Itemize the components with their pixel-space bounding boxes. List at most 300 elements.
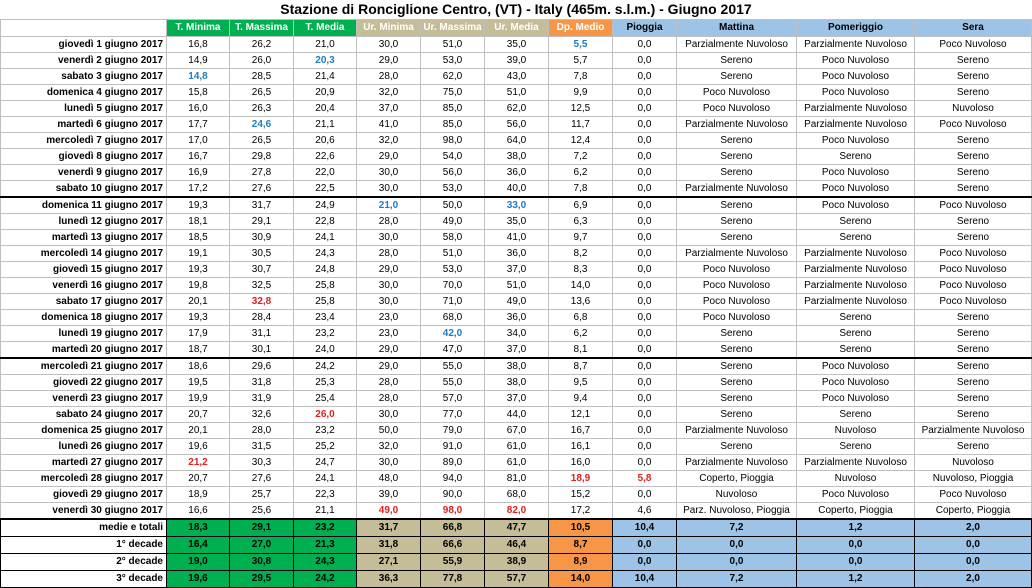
header-evening: Sera bbox=[915, 20, 1032, 37]
table-cell: 33,0 bbox=[485, 197, 549, 214]
summary-cell: 38,9 bbox=[485, 554, 549, 571]
table-cell: Sereno bbox=[915, 310, 1032, 326]
table-cell: Poco Nuvoloso bbox=[677, 294, 797, 310]
table-row bbox=[1, 37, 1032, 53]
summary-cell: 8,7 bbox=[549, 537, 613, 554]
table-cell: 28,0 bbox=[357, 375, 421, 391]
table-cell: Sereno bbox=[797, 326, 915, 342]
table-cell: 26,0 bbox=[294, 407, 357, 423]
table-cell: 37,0 bbox=[485, 342, 549, 359]
table-cell: 0,0 bbox=[613, 455, 677, 471]
header-dewpoint: Dp. Medio bbox=[549, 20, 613, 37]
table-row bbox=[1, 246, 1032, 262]
table-cell: Poco Nuvoloso bbox=[915, 246, 1032, 262]
table-cell: Poco Nuvoloso bbox=[797, 165, 915, 181]
table-cell: 32,0 bbox=[357, 439, 421, 455]
table-cell: Poco Nuvoloso bbox=[797, 181, 915, 198]
summary-cell: 66,8 bbox=[421, 519, 485, 537]
table-cell: 36,0 bbox=[485, 165, 549, 181]
table-cell: Poco Nuvoloso bbox=[797, 69, 915, 85]
table-cell: Parzialmente Nuvoloso bbox=[915, 423, 1032, 439]
row-date: venerdì 2 giugno 2017 bbox=[1, 53, 167, 69]
table-row bbox=[1, 85, 1032, 101]
table-row bbox=[1, 439, 1032, 455]
table-cell: 49,0 bbox=[357, 503, 421, 520]
table-cell: 22,0 bbox=[294, 165, 357, 181]
table-cell: 27,6 bbox=[230, 181, 294, 198]
table-cell: 0,0 bbox=[613, 310, 677, 326]
table-cell: 16,7 bbox=[549, 423, 613, 439]
table-cell: 24,8 bbox=[294, 262, 357, 278]
table-cell: 30,0 bbox=[357, 181, 421, 198]
table-cell: 29,0 bbox=[357, 53, 421, 69]
header-afternoon: Pomeriggio bbox=[797, 20, 915, 37]
table-cell: 7,8 bbox=[549, 181, 613, 198]
table-cell: 29,1 bbox=[230, 214, 294, 230]
table-cell: 6,2 bbox=[549, 326, 613, 342]
row-date: venerdì 9 giugno 2017 bbox=[1, 165, 167, 181]
table-cell: 81,0 bbox=[485, 471, 549, 487]
table-cell: 21,4 bbox=[294, 69, 357, 85]
table-row bbox=[1, 53, 1032, 69]
table-cell: 37,0 bbox=[357, 101, 421, 117]
table-cell: 21,0 bbox=[294, 37, 357, 53]
table-cell: 6,3 bbox=[549, 214, 613, 230]
table-cell: Sereno bbox=[915, 342, 1032, 359]
table-cell: Sereno bbox=[677, 407, 797, 423]
table-cell: 9,9 bbox=[549, 85, 613, 101]
table-cell: 32,5 bbox=[230, 278, 294, 294]
table-cell: 31,8 bbox=[230, 375, 294, 391]
table-row bbox=[1, 214, 1032, 230]
table-cell: 6,9 bbox=[549, 197, 613, 214]
table-cell: 32,6 bbox=[230, 407, 294, 423]
summary-cell: 47,7 bbox=[485, 519, 549, 537]
table-cell: 37,0 bbox=[485, 391, 549, 407]
header-hmin: Ur. Minima bbox=[357, 20, 421, 37]
row-date: martedì 6 giugno 2017 bbox=[1, 117, 167, 133]
summary-cell: 19,0 bbox=[167, 554, 230, 571]
table-cell: 16,7 bbox=[167, 149, 230, 165]
table-cell: Sereno bbox=[677, 197, 797, 214]
table-cell: 0,0 bbox=[613, 133, 677, 149]
summary-cell: 0,0 bbox=[915, 537, 1032, 554]
summary-cell: 27,0 bbox=[230, 537, 294, 554]
table-cell: 17,9 bbox=[167, 326, 230, 342]
table-cell: Parzialmente Nuvoloso bbox=[677, 455, 797, 471]
summary-cell: 2,0 bbox=[915, 519, 1032, 537]
table-cell: 56,0 bbox=[485, 117, 549, 133]
row-date: giovedì 1 giugno 2017 bbox=[1, 37, 167, 53]
table-cell: Poco Nuvoloso bbox=[915, 294, 1032, 310]
summary-row bbox=[1, 519, 1032, 537]
header-tmin: T. Minima bbox=[167, 20, 230, 37]
table-cell: 0,0 bbox=[613, 246, 677, 262]
table-cell: 68,0 bbox=[485, 487, 549, 503]
table-cell: 30,0 bbox=[357, 37, 421, 53]
table-cell: 20,7 bbox=[167, 471, 230, 487]
table-cell: Sereno bbox=[677, 53, 797, 69]
table-cell: 21,1 bbox=[294, 503, 357, 520]
table-cell: 51,0 bbox=[485, 85, 549, 101]
table-cell: 23,0 bbox=[357, 326, 421, 342]
table-cell: 85,0 bbox=[421, 101, 485, 117]
summary-cell: 29,5 bbox=[230, 571, 294, 588]
table-cell: 16,8 bbox=[167, 37, 230, 53]
table-cell: 5,7 bbox=[549, 53, 613, 69]
table-cell: 21,1 bbox=[294, 117, 357, 133]
table-cell: Sereno bbox=[797, 439, 915, 455]
table-cell: 0,0 bbox=[613, 487, 677, 503]
table-cell: 0,0 bbox=[613, 407, 677, 423]
table-cell: Parzialmente Nuvoloso bbox=[677, 117, 797, 133]
table-cell: 19,3 bbox=[167, 197, 230, 214]
table-cell: 22,3 bbox=[294, 487, 357, 503]
table-cell: 35,0 bbox=[485, 37, 549, 53]
table-cell: 12,5 bbox=[549, 101, 613, 117]
table-cell: Poco Nuvoloso bbox=[915, 197, 1032, 214]
table-cell: 49,0 bbox=[485, 294, 549, 310]
table-row bbox=[1, 165, 1032, 181]
table-cell: 0,0 bbox=[613, 391, 677, 407]
table-cell: Sereno bbox=[797, 214, 915, 230]
table-cell: 29,0 bbox=[357, 358, 421, 375]
summary-cell: 29,1 bbox=[230, 519, 294, 537]
table-cell: Poco Nuvoloso bbox=[797, 375, 915, 391]
table-cell: Sereno bbox=[915, 439, 1032, 455]
summary-cell: 0,0 bbox=[613, 537, 677, 554]
table-cell: 58,0 bbox=[421, 230, 485, 246]
table-cell: Parzialmente Nuvoloso bbox=[797, 262, 915, 278]
table-cell: 20,9 bbox=[294, 85, 357, 101]
row-date: sabato 10 giugno 2017 bbox=[1, 181, 167, 198]
summary-cell: 0,0 bbox=[677, 537, 797, 554]
row-date: domenica 4 giugno 2017 bbox=[1, 85, 167, 101]
table-cell: 53,0 bbox=[421, 53, 485, 69]
weather-table bbox=[0, 19, 1032, 588]
table-cell: 30,0 bbox=[357, 455, 421, 471]
table-cell: 0,0 bbox=[613, 326, 677, 342]
summary-cell: 31,7 bbox=[357, 519, 421, 537]
table-cell: Nuvoloso bbox=[797, 471, 915, 487]
header-tmax: T. Massima bbox=[230, 20, 294, 37]
row-date: mercoledì 21 giugno 2017 bbox=[1, 358, 167, 375]
table-row bbox=[1, 375, 1032, 391]
table-cell: Sereno bbox=[797, 407, 915, 423]
summary-cell: 10,4 bbox=[613, 571, 677, 588]
summary-label: 2° decade bbox=[1, 554, 167, 571]
header-morning: Mattina bbox=[677, 20, 797, 37]
summary-cell: 19,6 bbox=[167, 571, 230, 588]
table-cell: Poco Nuvoloso bbox=[677, 262, 797, 278]
table-cell: 26,0 bbox=[230, 53, 294, 69]
table-cell: Sereno bbox=[677, 214, 797, 230]
table-row bbox=[1, 181, 1032, 198]
table-cell: 17,0 bbox=[167, 133, 230, 149]
summary-cell: 0,0 bbox=[797, 537, 915, 554]
table-cell: 40,0 bbox=[485, 181, 549, 198]
table-cell: 32,8 bbox=[230, 294, 294, 310]
table-cell: Poco Nuvoloso bbox=[915, 117, 1032, 133]
row-date: venerdì 30 giugno 2017 bbox=[1, 503, 167, 520]
table-cell: Parz. Nuvoloso, Pioggia bbox=[677, 503, 797, 520]
summary-cell: 7,2 bbox=[677, 519, 797, 537]
table-cell: 19,1 bbox=[167, 246, 230, 262]
summary-cell: 10,5 bbox=[549, 519, 613, 537]
table-cell: 30,7 bbox=[230, 262, 294, 278]
table-cell: 30,0 bbox=[357, 230, 421, 246]
summary-label: 3° decade bbox=[1, 571, 167, 588]
table-cell: Parzialmente Nuvoloso bbox=[677, 37, 797, 53]
row-date: mercoledì 14 giugno 2017 bbox=[1, 246, 167, 262]
table-cell: 79,0 bbox=[421, 423, 485, 439]
table-cell: 15,2 bbox=[549, 487, 613, 503]
summary-row bbox=[1, 554, 1032, 571]
table-cell: Poco Nuvoloso bbox=[915, 278, 1032, 294]
table-cell: Parzialmente Nuvoloso bbox=[677, 246, 797, 262]
daily-rows bbox=[1, 37, 1032, 520]
table-row bbox=[1, 358, 1032, 375]
table-cell: 6,8 bbox=[549, 310, 613, 326]
table-cell: Parzialmente Nuvoloso bbox=[797, 246, 915, 262]
summary-cell: 7,2 bbox=[677, 571, 797, 588]
table-cell: 9,5 bbox=[549, 375, 613, 391]
table-cell: Sereno bbox=[677, 326, 797, 342]
table-cell: 50,0 bbox=[421, 197, 485, 214]
table-cell: 0,0 bbox=[613, 278, 677, 294]
table-cell: 8,7 bbox=[549, 358, 613, 375]
table-cell: 0,0 bbox=[613, 262, 677, 278]
table-cell: 64,0 bbox=[485, 133, 549, 149]
row-date: domenica 18 giugno 2017 bbox=[1, 310, 167, 326]
table-cell: 39,0 bbox=[357, 487, 421, 503]
table-cell: 16,0 bbox=[549, 455, 613, 471]
table-cell: 25,2 bbox=[294, 439, 357, 455]
summary-cell: 18,3 bbox=[167, 519, 230, 537]
table-cell: Poco Nuvoloso bbox=[677, 278, 797, 294]
table-cell: 21,0 bbox=[357, 197, 421, 214]
table-cell: Sereno bbox=[915, 53, 1032, 69]
table-cell: 30,0 bbox=[357, 165, 421, 181]
table-cell: Poco Nuvoloso bbox=[915, 37, 1032, 53]
table-cell: 54,0 bbox=[421, 149, 485, 165]
header-date bbox=[1, 20, 167, 37]
table-cell: Coperto, Pioggia bbox=[677, 471, 797, 487]
table-cell: Poco Nuvoloso bbox=[915, 487, 1032, 503]
table-cell: 14,8 bbox=[167, 69, 230, 85]
table-cell: 91,0 bbox=[421, 439, 485, 455]
table-cell: Sereno bbox=[915, 181, 1032, 198]
table-cell: 32,0 bbox=[357, 85, 421, 101]
table-row bbox=[1, 101, 1032, 117]
table-cell: 24,9 bbox=[294, 197, 357, 214]
table-row bbox=[1, 117, 1032, 133]
table-cell: 38,0 bbox=[485, 375, 549, 391]
summary-cell: 0,0 bbox=[613, 554, 677, 571]
table-cell: 20,3 bbox=[294, 53, 357, 69]
summary-cell: 46,4 bbox=[485, 537, 549, 554]
table-cell: 20,7 bbox=[167, 407, 230, 423]
row-date: sabato 24 giugno 2017 bbox=[1, 407, 167, 423]
row-date: mercoledì 7 giugno 2017 bbox=[1, 133, 167, 149]
table-cell: Poco Nuvoloso bbox=[677, 85, 797, 101]
table-row bbox=[1, 455, 1032, 471]
table-cell: Sereno bbox=[915, 165, 1032, 181]
table-cell: 23,2 bbox=[294, 423, 357, 439]
table-cell: 55,0 bbox=[421, 358, 485, 375]
table-cell: 22,6 bbox=[294, 149, 357, 165]
table-cell: 68,0 bbox=[421, 310, 485, 326]
table-cell: Sereno bbox=[677, 439, 797, 455]
table-cell: Sereno bbox=[797, 149, 915, 165]
table-cell: Sereno bbox=[915, 375, 1032, 391]
table-cell: 8,2 bbox=[549, 246, 613, 262]
summary-cell: 21,3 bbox=[294, 537, 357, 554]
table-cell: 7,2 bbox=[549, 149, 613, 165]
table-cell: 11,7 bbox=[549, 117, 613, 133]
table-cell: 16,1 bbox=[549, 439, 613, 455]
table-cell: 29,6 bbox=[230, 358, 294, 375]
table-row bbox=[1, 310, 1032, 326]
table-cell: 41,0 bbox=[485, 230, 549, 246]
table-cell: Sereno bbox=[677, 133, 797, 149]
row-date: domenica 11 giugno 2017 bbox=[1, 197, 167, 214]
table-cell: Sereno bbox=[915, 358, 1032, 375]
table-cell: 57,0 bbox=[421, 391, 485, 407]
header-havg: Ur. Media bbox=[485, 20, 549, 37]
table-cell: Nuvoloso, Pioggia bbox=[915, 471, 1032, 487]
table-cell: 0,0 bbox=[613, 423, 677, 439]
table-cell: 24,6 bbox=[230, 117, 294, 133]
table-cell: Sereno bbox=[915, 85, 1032, 101]
table-cell: 0,0 bbox=[613, 342, 677, 359]
table-cell: 17,2 bbox=[167, 181, 230, 198]
table-cell: 9,4 bbox=[549, 391, 613, 407]
table-cell: Coperto, Pioggia bbox=[797, 503, 915, 520]
table-cell: Parzialmente Nuvoloso bbox=[677, 423, 797, 439]
table-cell: 29,0 bbox=[357, 149, 421, 165]
table-cell: 0,0 bbox=[613, 149, 677, 165]
summary-cell: 1,2 bbox=[797, 571, 915, 588]
table-cell: 35,0 bbox=[485, 214, 549, 230]
table-cell: 30,0 bbox=[357, 407, 421, 423]
summary-cell: 16,4 bbox=[167, 537, 230, 554]
table-cell: 30,5 bbox=[230, 246, 294, 262]
table-cell: Sereno bbox=[915, 214, 1032, 230]
table-cell: 75,0 bbox=[421, 85, 485, 101]
table-cell: 0,0 bbox=[613, 439, 677, 455]
table-cell: 24,2 bbox=[294, 358, 357, 375]
table-cell: 42,0 bbox=[421, 326, 485, 342]
summary-cell: 14,0 bbox=[549, 571, 613, 588]
table-cell: 28,0 bbox=[357, 214, 421, 230]
table-cell: 18,1 bbox=[167, 214, 230, 230]
table-cell: 48,0 bbox=[357, 471, 421, 487]
table-cell: Poco Nuvoloso bbox=[797, 133, 915, 149]
table-cell: Poco Nuvoloso bbox=[797, 487, 915, 503]
table-cell: 55,0 bbox=[421, 375, 485, 391]
table-cell: 34,0 bbox=[485, 326, 549, 342]
table-cell: 19,3 bbox=[167, 310, 230, 326]
summary-row bbox=[1, 537, 1032, 554]
table-cell: 27,8 bbox=[230, 165, 294, 181]
table-cell: 77,0 bbox=[421, 407, 485, 423]
table-cell: Parzialmente Nuvoloso bbox=[797, 294, 915, 310]
table-row bbox=[1, 197, 1032, 214]
table-cell: 50,0 bbox=[357, 423, 421, 439]
table-cell: 19,9 bbox=[167, 391, 230, 407]
table-cell: 37,0 bbox=[485, 262, 549, 278]
table-cell: Parzialmente Nuvoloso bbox=[797, 278, 915, 294]
table-cell: 29,0 bbox=[357, 342, 421, 359]
table-cell: 18,5 bbox=[167, 230, 230, 246]
summary-cell: 0,0 bbox=[915, 554, 1032, 571]
table-cell: Nuvoloso bbox=[797, 423, 915, 439]
row-date: martedì 20 giugno 2017 bbox=[1, 342, 167, 359]
table-cell: 22,8 bbox=[294, 214, 357, 230]
table-cell: 28,0 bbox=[357, 391, 421, 407]
table-cell: Poco Nuvoloso bbox=[797, 197, 915, 214]
table-cell: 47,0 bbox=[421, 342, 485, 359]
table-cell: 98,0 bbox=[421, 503, 485, 520]
table-cell: 0,0 bbox=[613, 214, 677, 230]
table-cell: Sereno bbox=[677, 375, 797, 391]
header-tavg: T. Media bbox=[294, 20, 357, 37]
table-cell: Poco Nuvoloso bbox=[677, 101, 797, 117]
table-cell: 0,0 bbox=[613, 165, 677, 181]
table-cell: 30,3 bbox=[230, 455, 294, 471]
summary-cell: 24,2 bbox=[294, 571, 357, 588]
table-cell: 20,4 bbox=[294, 101, 357, 117]
table-row bbox=[1, 133, 1032, 149]
table-cell: 23,4 bbox=[294, 310, 357, 326]
table-cell: 29,8 bbox=[230, 149, 294, 165]
row-date: lunedì 19 giugno 2017 bbox=[1, 326, 167, 342]
table-cell: 16,6 bbox=[167, 503, 230, 520]
table-cell: 16,9 bbox=[167, 165, 230, 181]
table-cell: 19,5 bbox=[167, 375, 230, 391]
summary-cell: 23,2 bbox=[294, 519, 357, 537]
table-cell: 25,6 bbox=[230, 503, 294, 520]
summary-cell: 27,1 bbox=[357, 554, 421, 571]
table-cell: 32,0 bbox=[357, 133, 421, 149]
row-date: giovedì 29 giugno 2017 bbox=[1, 487, 167, 503]
table-cell: 12,1 bbox=[549, 407, 613, 423]
table-row bbox=[1, 487, 1032, 503]
summary-cell: 0,0 bbox=[677, 554, 797, 571]
table-cell: 27,6 bbox=[230, 471, 294, 487]
table-cell: Nuvoloso bbox=[915, 101, 1032, 117]
table-cell: 38,0 bbox=[485, 149, 549, 165]
table-cell: 0,0 bbox=[613, 69, 677, 85]
summary-cell: 36,3 bbox=[357, 571, 421, 588]
table-cell: Sereno bbox=[797, 230, 915, 246]
table-cell: Sereno bbox=[915, 133, 1032, 149]
table-cell: 26,5 bbox=[230, 85, 294, 101]
table-cell: 5,8 bbox=[613, 471, 677, 487]
table-cell: Poco Nuvoloso bbox=[797, 391, 915, 407]
row-date: sabato 3 giugno 2017 bbox=[1, 69, 167, 85]
table-cell: 0,0 bbox=[613, 117, 677, 133]
table-row bbox=[1, 391, 1032, 407]
table-cell: Sereno bbox=[677, 149, 797, 165]
table-cell: 17,7 bbox=[167, 117, 230, 133]
summary-cell: 77,8 bbox=[421, 571, 485, 588]
table-cell: 19,3 bbox=[167, 262, 230, 278]
table-cell: 30,1 bbox=[230, 342, 294, 359]
table-cell: 85,0 bbox=[421, 117, 485, 133]
row-date: giovedì 8 giugno 2017 bbox=[1, 149, 167, 165]
